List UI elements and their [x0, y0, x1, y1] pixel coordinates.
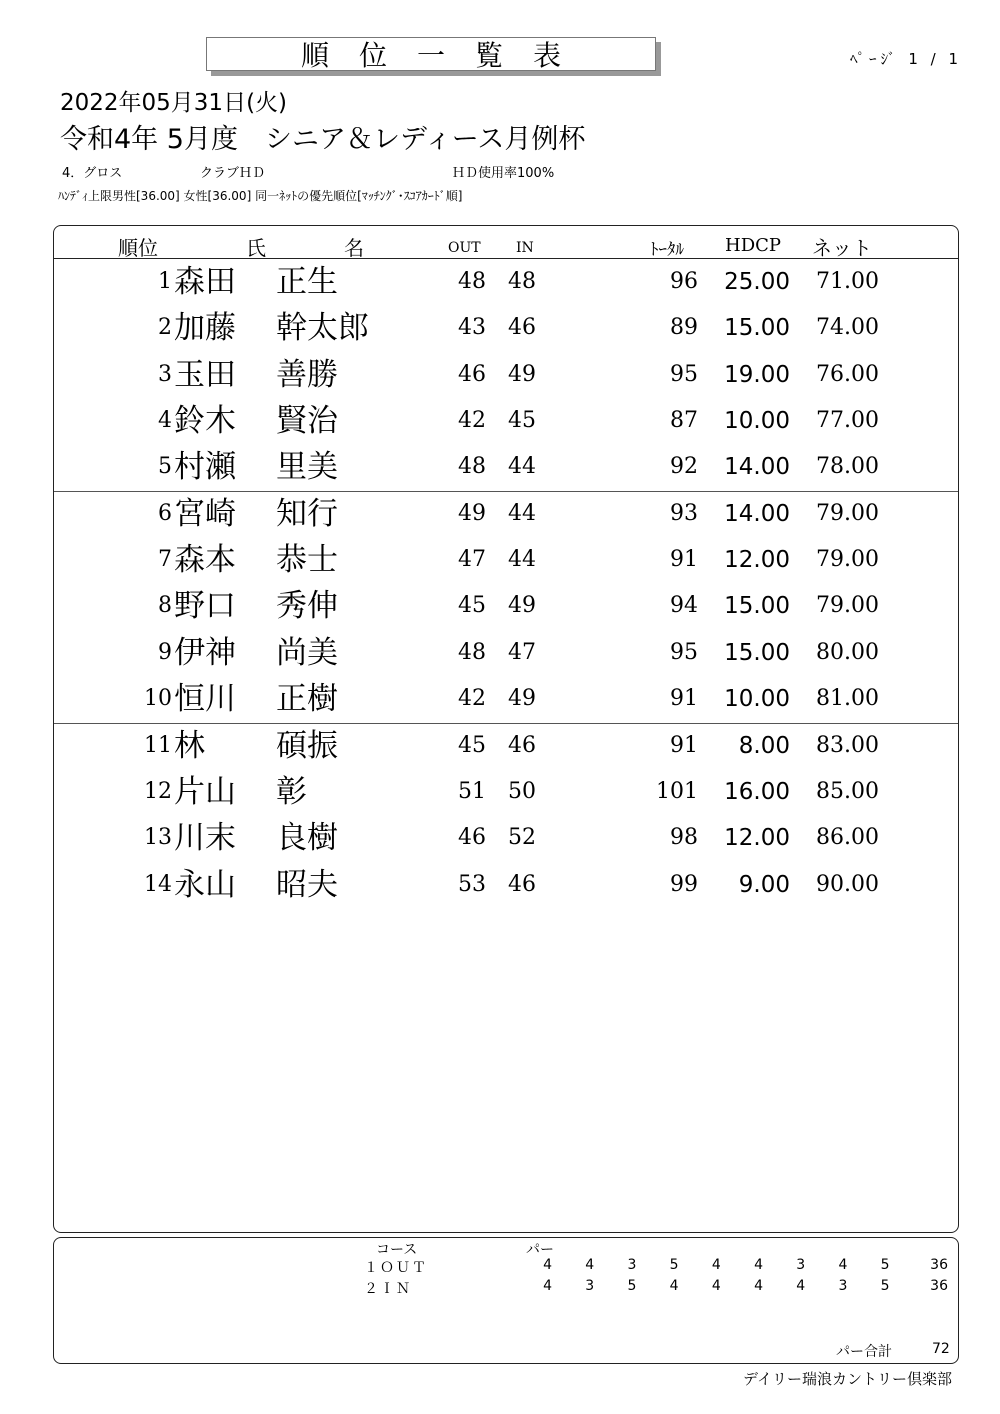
course-par-total: 36: [930, 1257, 948, 1273]
table-row: [54, 583, 958, 629]
hdcp-cell: 25.00: [724, 269, 790, 295]
col-header-rank: 順位: [118, 236, 158, 260]
out-cell: 48: [458, 454, 486, 480]
event-name: 令和4年 5月度 シニア＆レディース月例杯: [60, 124, 586, 155]
ranking-type: 4．グロス: [62, 166, 123, 181]
in-cell: 47: [508, 639, 536, 665]
hole-par: 4: [838, 1257, 848, 1273]
hd-rate: ＨＤ使用率100%: [452, 166, 555, 181]
hdcp-cell: 14.00: [724, 500, 790, 527]
in-cell: 46: [508, 871, 536, 897]
total-cell: 96: [670, 269, 698, 294]
given-name: 正生: [276, 264, 338, 300]
given-name: 彰: [276, 773, 307, 810]
par-total-label: パー合計: [836, 1344, 892, 1360]
given-name: 秀伸: [276, 588, 338, 625]
hole-par: 3: [796, 1257, 806, 1273]
net-cell: 80.00: [816, 639, 879, 665]
net-cell: 78.00: [816, 454, 879, 480]
hdcp-cell: 12.00: [724, 825, 790, 852]
net-cell: 76.00: [816, 361, 879, 387]
hdcp-cell: 19.00: [724, 361, 790, 388]
in-cell: 49: [508, 593, 536, 619]
total-cell: 93: [670, 500, 698, 526]
hdcp-cell: 12.00: [724, 547, 790, 574]
hole-par: 5: [669, 1257, 679, 1273]
net-cell: 71.00: [816, 269, 879, 294]
given-name: 善勝: [276, 356, 338, 393]
hole-par: 3: [627, 1257, 637, 1273]
family-name: 川末: [174, 820, 236, 857]
rank-cell: 6: [158, 500, 172, 526]
total-cell: 95: [670, 361, 698, 387]
table-row: [54, 305, 958, 351]
family-name: 森田: [174, 264, 236, 300]
total-cell: 87: [670, 408, 698, 434]
family-name: 加藤: [174, 310, 236, 347]
player-name: [174, 352, 338, 398]
in-cell: 44: [508, 500, 536, 526]
out-cell: 42: [458, 408, 486, 434]
player-name: [174, 305, 369, 351]
out-cell: 48: [458, 639, 486, 665]
table-row: [54, 491, 958, 537]
table-row: [54, 352, 958, 398]
given-name: 正樹: [276, 681, 338, 718]
handicap-note: ﾊﾝﾃﾞｨ上限男性[36.00] 女性[36.00] 同一ﾈｯﾄの優先順位[ﾏｯﾁﾝｸﾞ･ｽｺｱｶｰﾄﾞ順]: [58, 189, 463, 203]
hole-par: 4: [543, 1257, 552, 1273]
total-cell: 92: [670, 454, 698, 480]
hole-par: 5: [627, 1278, 637, 1294]
player-name: [174, 444, 338, 490]
player-name: [174, 259, 338, 305]
given-name: 里美: [276, 449, 338, 486]
net-cell: 83.00: [816, 732, 879, 758]
out-cell: 45: [458, 732, 486, 758]
net-cell: 85.00: [816, 778, 879, 804]
player-name: [174, 676, 338, 722]
hole-par: 4: [669, 1278, 679, 1294]
hole-par: 4: [711, 1278, 721, 1294]
family-name: 伊神: [174, 634, 236, 671]
out-cell: 53: [458, 871, 486, 897]
given-name: 幹太郎: [276, 310, 369, 347]
in-cell: 50: [508, 778, 536, 804]
out-cell: 47: [458, 547, 486, 573]
player-name: [174, 491, 338, 537]
net-cell: 81.00: [816, 686, 879, 712]
table-row: [54, 815, 958, 861]
hdcp-cell: 8.00: [738, 732, 790, 759]
out-cell: 45: [458, 593, 486, 619]
rank-cell: 7: [158, 547, 172, 573]
col-header-in: IN: [516, 240, 534, 256]
family-name: 永山: [174, 866, 236, 903]
hole-par: 5: [880, 1257, 890, 1273]
hdcp-cell: 10.00: [724, 408, 790, 435]
table-row: [54, 769, 958, 815]
out-cell: 49: [458, 500, 486, 526]
rank-cell: 12: [144, 778, 172, 804]
rank-cell: 11: [144, 732, 172, 758]
in-cell: 52: [508, 825, 536, 851]
family-name: 森本: [174, 542, 236, 579]
hole-par: 4: [543, 1278, 552, 1294]
net-cell: 86.00: [816, 825, 879, 851]
hole-par: 4: [754, 1257, 763, 1273]
total-cell: 94: [670, 593, 698, 619]
par-total-value: 72: [932, 1341, 950, 1357]
total-cell: 91: [670, 686, 698, 712]
in-cell: 49: [508, 361, 536, 387]
total-cell: 91: [670, 547, 698, 573]
rank-cell: 9: [158, 639, 172, 665]
hdcp-cell: 16.00: [724, 778, 790, 805]
hole-par: 4: [711, 1257, 721, 1273]
given-name: 尚美: [276, 634, 338, 671]
family-name: 林: [174, 727, 205, 764]
col-header-name-given: 名: [344, 236, 364, 260]
col-header-hdcp: HDCP: [725, 235, 782, 256]
table-row: [54, 444, 958, 490]
table-row: [54, 259, 958, 305]
in-cell: 44: [508, 547, 536, 573]
course-name: １ＯＵＴ: [364, 1260, 428, 1276]
col-header-name-family: 氏: [246, 236, 266, 260]
player-name: [174, 583, 338, 629]
rank-cell: 13: [144, 825, 172, 851]
out-cell: 48: [458, 269, 486, 294]
net-cell: 90.00: [816, 871, 879, 897]
club-name: デイリー瑞浪カントリー倶楽部: [743, 1370, 952, 1388]
hdcp-cell: 15.00: [724, 315, 790, 342]
given-name: 知行: [276, 495, 338, 532]
out-cell: 42: [458, 686, 486, 712]
rank-cell: 5: [158, 454, 172, 480]
hdcp-cell: 15.00: [724, 639, 790, 666]
table-row: [54, 398, 958, 444]
in-cell: 45: [508, 408, 536, 434]
family-name: 恒川: [174, 681, 236, 718]
player-name: [174, 630, 338, 676]
player-name: [174, 862, 338, 908]
total-cell: 99: [670, 871, 698, 897]
family-name: 村瀬: [174, 449, 236, 486]
given-name: 賢治: [276, 403, 338, 440]
out-cell: 43: [458, 315, 486, 341]
table-row: [54, 676, 958, 722]
family-name: 片山: [174, 773, 236, 810]
handicap-class: クラブＨＤ: [200, 166, 266, 181]
family-name: 鈴木: [174, 403, 236, 440]
hole-par: 3: [838, 1278, 848, 1294]
event-date: 2022年05月31日(火): [60, 90, 288, 116]
rank-cell: 14: [144, 871, 172, 897]
col-header-total: ﾄｰﾀﾙ: [650, 240, 684, 260]
total-cell: 89: [670, 315, 698, 341]
player-name: [174, 769, 307, 815]
total-cell: 98: [670, 825, 698, 851]
player-name: [174, 398, 338, 444]
table-row: [54, 862, 958, 908]
rank-cell: 2: [158, 315, 172, 341]
page-number: ﾍﾟｰｼﾞ 1 / 1: [850, 50, 962, 68]
par-label: パー: [526, 1242, 554, 1258]
col-header-net: ネット: [812, 236, 872, 260]
out-cell: 46: [458, 825, 486, 851]
player-name: [174, 723, 338, 769]
in-cell: 46: [508, 315, 536, 341]
in-cell: 44: [508, 454, 536, 480]
given-name: 碩振: [276, 727, 338, 764]
course-name: ２ＩＮ: [364, 1281, 412, 1297]
net-cell: 74.00: [816, 315, 879, 341]
family-name: 玉田: [174, 356, 236, 393]
player-name: [174, 537, 338, 583]
family-name: 野口: [174, 588, 236, 625]
col-header-out: OUT: [448, 240, 481, 256]
course-par-table: [53, 1237, 959, 1364]
hole-par: 4: [585, 1257, 595, 1273]
hole-par: 4: [796, 1278, 806, 1294]
table-row: [54, 537, 958, 583]
given-name: 良樹: [276, 820, 338, 857]
rank-cell: 10: [144, 686, 172, 712]
out-cell: 51: [458, 778, 486, 804]
results-table: [53, 225, 959, 1233]
rank-cell: 4: [158, 408, 172, 434]
player-name: [174, 815, 338, 861]
net-cell: 79.00: [816, 500, 879, 526]
net-cell: 77.00: [816, 408, 879, 434]
out-cell: 46: [458, 361, 486, 387]
family-name: 宮崎: [174, 495, 236, 532]
in-cell: 49: [508, 686, 536, 712]
in-cell: 46: [508, 732, 536, 758]
hole-par: 3: [585, 1278, 595, 1294]
rank-cell: 1: [158, 269, 172, 294]
given-name: 昭夫: [276, 866, 338, 903]
page-title: 順位一覧表: [206, 37, 656, 71]
hole-par: 4: [754, 1278, 763, 1294]
course-par-total: 36: [930, 1278, 948, 1294]
in-cell: 48: [508, 269, 536, 294]
rank-cell: 3: [158, 361, 172, 387]
hdcp-cell: 9.00: [738, 871, 790, 898]
table-row: [54, 630, 958, 676]
given-name: 恭士: [276, 542, 338, 579]
total-cell: 91: [670, 732, 698, 758]
table-row: [54, 723, 958, 769]
hdcp-cell: 14.00: [724, 454, 790, 481]
rank-cell: 8: [158, 593, 172, 619]
hole-par: 5: [880, 1278, 890, 1294]
total-cell: 95: [670, 639, 698, 665]
hdcp-cell: 15.00: [724, 593, 790, 620]
net-cell: 79.00: [816, 547, 879, 573]
course-label: コース: [376, 1242, 418, 1258]
total-cell: 101: [656, 778, 698, 804]
hdcp-cell: 10.00: [724, 686, 790, 713]
net-cell: 79.00: [816, 593, 879, 619]
